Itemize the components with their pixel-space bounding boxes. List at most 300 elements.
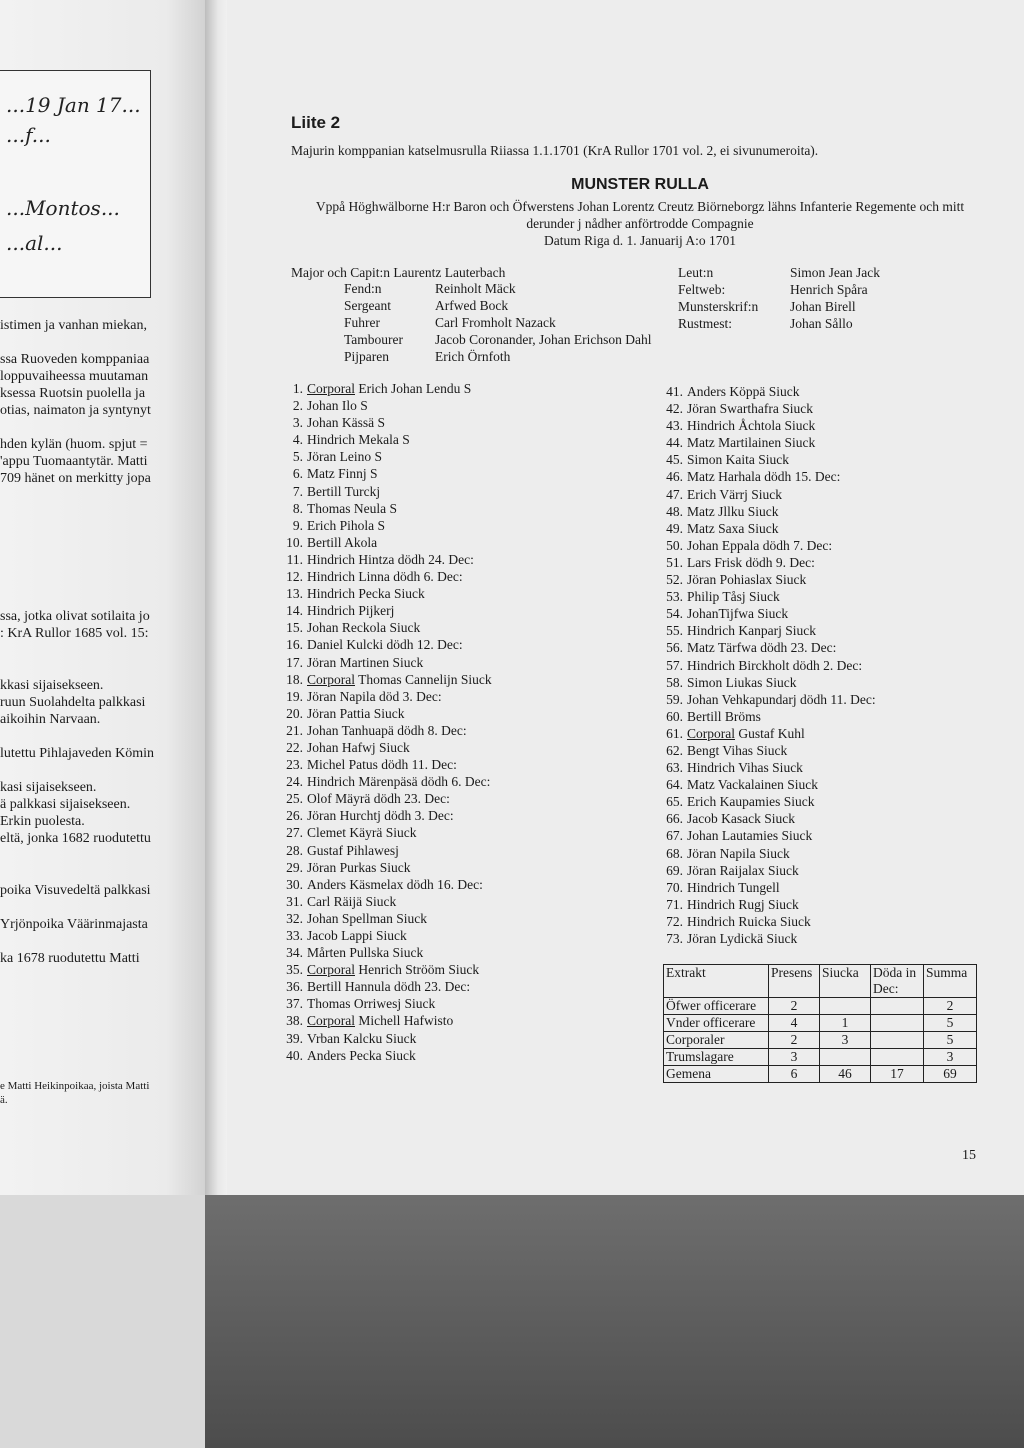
soldier-name: Hindrich Linna dödh 6. Dec: bbox=[307, 569, 463, 585]
soldier-name: Mårten Pullska Siuck bbox=[307, 945, 424, 961]
extrakt-cell bbox=[820, 1049, 871, 1066]
soldier-number: 2. bbox=[292, 398, 303, 414]
soldier-row bbox=[279, 757, 492, 774]
soldier-name: Matz Finnj S bbox=[307, 466, 378, 482]
soldier-name: Matz Tärfwa dödh 23. Dec: bbox=[687, 640, 837, 656]
soldier-number: 5. bbox=[292, 449, 303, 465]
soldier-rank: Corporal bbox=[687, 725, 735, 741]
soldier-number: 28. bbox=[286, 842, 303, 858]
soldier-row bbox=[663, 504, 876, 521]
soldier-row bbox=[663, 794, 876, 811]
soldier-name: Anders Käsmelax dödh 16. Dec: bbox=[307, 876, 483, 892]
soldier-row bbox=[279, 979, 492, 996]
soldier-row bbox=[279, 689, 492, 706]
soldier-number: 13. bbox=[286, 586, 303, 602]
soldier-number: 22. bbox=[286, 739, 303, 755]
soldier-name: Jacob Kasack Siuck bbox=[687, 811, 795, 827]
soldier-number: 26. bbox=[286, 808, 303, 824]
soldier-name: Johan Lautamies Siuck bbox=[687, 828, 813, 844]
soldier-number: 17. bbox=[286, 654, 303, 670]
soldier-rank: Corporal bbox=[307, 1013, 355, 1029]
handwriting-photo bbox=[0, 70, 151, 298]
soldier-number: 51. bbox=[666, 554, 683, 570]
soldier-name: Jöran Hurchtj dödh 3. Dec: bbox=[307, 808, 454, 824]
left-page-line: 709 hänet on merkitty jopa bbox=[0, 471, 151, 486]
extrakt-cell: 69 bbox=[924, 1066, 977, 1083]
left-footnote: e Matti Heikinpoikaa, joista Matti bbox=[0, 1080, 150, 1092]
page-number: 15 bbox=[962, 1148, 976, 1163]
soldier-row bbox=[279, 381, 492, 398]
soldier-number: 43. bbox=[666, 418, 683, 434]
soldier-row bbox=[279, 655, 492, 672]
soldier-name: Hindrich Ruicka Siuck bbox=[687, 913, 811, 929]
soldier-name: Johan Hafwj Siuck bbox=[307, 739, 410, 755]
soldier-number: 44. bbox=[666, 435, 683, 451]
soldier-name: Bertill Bröms bbox=[687, 708, 761, 724]
soldier-name: Johan Vehkapundarj dödh 11. Dec: bbox=[687, 691, 876, 707]
left-page-line: ssa Ruoveden komppaniaa bbox=[0, 352, 150, 367]
soldier-row bbox=[279, 723, 492, 740]
soldier-row bbox=[279, 449, 492, 466]
left-page-line: loppuvaiheessa muutaman bbox=[0, 369, 149, 384]
extrakt-header-cell: Extrakt bbox=[664, 965, 769, 998]
soldier-row bbox=[663, 572, 876, 589]
soldier-name: Michel Patus dödh 11. Dec: bbox=[307, 757, 457, 773]
extrakt-cell: 5 bbox=[924, 1015, 977, 1032]
soldier-number: 23. bbox=[286, 757, 303, 773]
left-page-line: hden kylän (huom. spjut = bbox=[0, 437, 148, 452]
soldier-row bbox=[663, 777, 876, 794]
soldier-row bbox=[279, 603, 492, 620]
soldier-number: 30. bbox=[286, 876, 303, 892]
soldier-name: Hindrich Mekala S bbox=[307, 432, 410, 448]
left-page-line: : KrA Rullor 1685 vol. 15: bbox=[0, 626, 149, 641]
soldier-number: 72. bbox=[666, 913, 683, 929]
soldier-number: 37. bbox=[286, 996, 303, 1012]
soldier-name: Erich Johan Lendu S bbox=[355, 381, 472, 396]
soldier-row bbox=[663, 675, 876, 692]
soldier-row bbox=[663, 897, 876, 914]
left-page-line: ruun Suolahdelta palkkasi bbox=[0, 695, 146, 710]
roll-title: MUNSTER RULLA bbox=[571, 176, 709, 193]
left-page-line: 'appu Tuomaantytär. Matti bbox=[0, 454, 148, 469]
soldier-name: Johan Spellman Siuck bbox=[307, 910, 427, 926]
soldier-row bbox=[663, 606, 876, 623]
soldier-row bbox=[663, 401, 876, 418]
soldier-row bbox=[663, 811, 876, 828]
soldier-name: Jöran Napila Siuck bbox=[687, 845, 790, 861]
extrakt-cell: 2 bbox=[769, 1032, 820, 1049]
soldier-row bbox=[663, 692, 876, 709]
extrakt-header-row bbox=[664, 965, 977, 998]
soldier-name: Thomas Orriwesj Siuck bbox=[307, 996, 436, 1012]
soldier-row bbox=[279, 1031, 492, 1048]
extrakt-cell: 5 bbox=[924, 1032, 977, 1049]
soldier-number: 59. bbox=[666, 691, 683, 707]
officer-rank: Feltweb: bbox=[678, 282, 726, 297]
soldier-name: Johan Kässä S bbox=[307, 415, 385, 431]
soldier-row bbox=[663, 469, 876, 486]
soldier-name: Anders Köppä Siuck bbox=[687, 384, 800, 399]
soldier-row bbox=[279, 1013, 492, 1030]
officer-name: Jacob Coronander, Johan Erichson Dahl bbox=[435, 332, 652, 347]
soldier-rank: Corporal bbox=[307, 671, 355, 687]
soldier-number: 10. bbox=[286, 534, 303, 550]
soldier-row bbox=[279, 774, 492, 791]
soldier-name: Johan Tanhuapä dödh 8. Dec: bbox=[307, 722, 467, 738]
soldier-row bbox=[663, 743, 876, 760]
soldier-number: 20. bbox=[286, 705, 303, 721]
soldier-name: Matz Martilainen Siuck bbox=[687, 435, 816, 451]
soldier-list-right bbox=[663, 384, 876, 948]
soldier-row bbox=[663, 640, 876, 657]
soldier-row bbox=[279, 1048, 492, 1065]
soldier-number: 34. bbox=[286, 945, 303, 961]
soldier-name: Hindrich Pijkerj bbox=[307, 603, 395, 619]
soldier-row bbox=[279, 569, 492, 586]
soldier-number: 63. bbox=[666, 760, 683, 776]
soldier-number: 15. bbox=[286, 620, 303, 636]
soldier-name: Matz Vackalainen Siuck bbox=[687, 777, 818, 793]
soldier-row bbox=[279, 877, 492, 894]
soldier-name: Matz Harhala dödh 15. Dec: bbox=[687, 469, 841, 485]
soldier-row bbox=[279, 637, 492, 654]
soldier-row bbox=[279, 706, 492, 723]
left-page-line: ksessa Ruotsin puolella ja bbox=[0, 386, 146, 401]
soldier-number: 46. bbox=[666, 469, 683, 485]
soldier-row bbox=[663, 658, 876, 675]
soldier-number: 50. bbox=[666, 537, 683, 553]
soldier-name: Jöran Pattia Siuck bbox=[307, 705, 405, 721]
soldier-name: Hindrich Tungell bbox=[687, 879, 780, 895]
soldier-row bbox=[279, 586, 492, 603]
extrakt-row bbox=[664, 998, 977, 1015]
extrakt-cell: 17 bbox=[871, 1066, 924, 1083]
soldier-number: 1. bbox=[292, 381, 303, 396]
soldier-row bbox=[279, 843, 492, 860]
soldier-name: Hindrich Rugj Siuck bbox=[687, 896, 799, 912]
soldier-name: Erich Pihola S bbox=[307, 517, 385, 533]
soldier-number: 45. bbox=[666, 452, 683, 468]
soldier-row bbox=[279, 791, 492, 808]
soldier-name: Matz Saxa Siuck bbox=[687, 520, 779, 536]
soldier-row bbox=[279, 808, 492, 825]
soldier-number: 25. bbox=[286, 791, 303, 807]
extrakt-cell: Corporaler bbox=[664, 1032, 769, 1049]
left-page-line: eltä, jonka 1682 ruodutettu bbox=[0, 831, 151, 846]
soldier-name: Bertill Hannula dödh 23. Dec: bbox=[307, 979, 471, 995]
soldier-name: Thomas Neula S bbox=[307, 500, 397, 516]
officer-rank: Rustmest: bbox=[678, 316, 733, 331]
soldier-number: 35. bbox=[286, 962, 303, 978]
soldier-name: Jöran Lydickä Siuck bbox=[687, 931, 798, 946]
soldier-number: 68. bbox=[666, 845, 683, 861]
extrakt-cell bbox=[820, 998, 871, 1015]
soldier-name: Jöran Napila död 3. Dec: bbox=[307, 688, 442, 704]
soldier-name: Bengt Vihas Siuck bbox=[687, 742, 788, 758]
soldier-number: 48. bbox=[666, 503, 683, 519]
soldier-row bbox=[279, 911, 492, 928]
extrakt-row bbox=[664, 1015, 977, 1032]
left-page-line: ka 1678 ruodutettu Matti bbox=[0, 951, 140, 966]
extrakt-row bbox=[664, 1032, 977, 1049]
soldier-name: Hindrich Kanparj Siuck bbox=[687, 623, 816, 639]
soldier-name: Erich Värrj Siuck bbox=[687, 486, 782, 502]
soldier-rank: Corporal bbox=[307, 962, 355, 978]
soldier-row bbox=[279, 552, 492, 569]
soldier-row bbox=[663, 914, 876, 931]
soldier-number: 38. bbox=[286, 1013, 303, 1029]
soldier-name: Bertill Akola bbox=[307, 534, 378, 550]
soldier-row bbox=[279, 484, 492, 501]
soldier-number: 73. bbox=[666, 931, 683, 946]
soldier-number: 55. bbox=[666, 623, 683, 639]
soldier-name: Anders Pecka Siuck bbox=[307, 1047, 416, 1063]
extrakt-cell bbox=[871, 998, 924, 1015]
soldier-name: Philip Tåsj Siuck bbox=[687, 589, 780, 605]
handwriting-line: ...19 Jan 17... bbox=[6, 93, 141, 117]
soldier-name: Hindrich Pecka Siuck bbox=[307, 586, 425, 602]
soldier-number: 32. bbox=[286, 910, 303, 926]
officer-rank: Fend:n bbox=[344, 281, 382, 296]
soldier-number: 3. bbox=[292, 415, 303, 431]
extrakt-row bbox=[664, 1049, 977, 1066]
officer-rank: Leut:n bbox=[678, 265, 714, 280]
handwriting-line: ...al... bbox=[6, 231, 63, 255]
soldier-number: 60. bbox=[666, 708, 683, 724]
soldier-number: 56. bbox=[666, 640, 683, 656]
soldier-row bbox=[663, 452, 876, 469]
left-page-line: kasi sijaisekseen. bbox=[0, 780, 97, 795]
extrakt-cell: 4 bbox=[769, 1015, 820, 1032]
soldier-number: 42. bbox=[666, 401, 683, 417]
soldier-name: Hindrich Märenpäsä dödh 6. Dec: bbox=[307, 774, 491, 790]
soldier-row bbox=[279, 825, 492, 842]
extrakt-cell: 3 bbox=[820, 1032, 871, 1049]
soldier-row bbox=[663, 863, 876, 880]
soldier-name: Jöran Raijalax Siuck bbox=[687, 862, 799, 878]
soldier-number: 14. bbox=[286, 603, 303, 619]
officer-rank: Fuhrer bbox=[344, 315, 380, 330]
soldier-number: 24. bbox=[286, 774, 303, 790]
soldier-row bbox=[279, 740, 492, 757]
left-page-line: ä palkkasi sijaisekseen. bbox=[0, 797, 131, 812]
soldier-number: 21. bbox=[286, 722, 303, 738]
officer-name: Carl Fromholt Nazack bbox=[435, 315, 556, 330]
soldier-number: 61. bbox=[666, 725, 683, 741]
soldier-number: 57. bbox=[666, 657, 683, 673]
soldier-name: Jöran Pohiaslax Siuck bbox=[687, 572, 807, 588]
extrakt-cell: 2 bbox=[769, 998, 820, 1015]
soldier-name: Erich Kaupamies Siuck bbox=[687, 794, 815, 810]
soldier-number: 58. bbox=[666, 674, 683, 690]
soldier-row bbox=[279, 432, 492, 449]
extrakt-cell bbox=[871, 1015, 924, 1032]
soldier-row bbox=[663, 760, 876, 777]
soldier-name: Jöran Swarthafra Siuck bbox=[687, 401, 813, 417]
left-page bbox=[0, 0, 208, 1195]
soldier-number: 31. bbox=[286, 893, 303, 909]
soldier-row bbox=[663, 623, 876, 640]
soldier-row bbox=[663, 726, 876, 743]
left-page-line: istimen ja vanhan miekan, bbox=[0, 318, 147, 333]
soldier-row bbox=[663, 555, 876, 572]
appendix-heading: Liite 2 bbox=[291, 113, 341, 132]
soldier-name: Hindrich Hintza dödh 24. Dec: bbox=[307, 551, 474, 567]
soldier-name: Clemet Käyrä Siuck bbox=[307, 825, 417, 841]
soldier-row bbox=[279, 860, 492, 877]
soldier-name: Gustaf Kuhl bbox=[735, 725, 805, 741]
left-page-line: kkasi sijaisekseen. bbox=[0, 678, 104, 693]
soldier-name: JohanTijfwa Siuck bbox=[687, 606, 789, 622]
officer-name: Johan Sållo bbox=[790, 316, 853, 331]
soldier-name: Thomas Cannelijn Siuck bbox=[355, 671, 492, 687]
handwriting-line: ...Montos... bbox=[6, 196, 120, 220]
soldier-number: 52. bbox=[666, 572, 683, 588]
intro-line: Datum Riga d. 1. Januarij A:o 1701 bbox=[544, 233, 736, 248]
soldier-name: Simon Liukas Siuck bbox=[687, 674, 797, 690]
soldier-name: Jöran Leino S bbox=[307, 449, 382, 465]
soldier-number: 70. bbox=[666, 879, 683, 895]
soldier-row bbox=[279, 620, 492, 637]
soldier-number: 18. bbox=[286, 671, 303, 687]
extrakt-cell: 2 bbox=[924, 998, 977, 1015]
officer-name: Johan Birell bbox=[790, 299, 856, 314]
left-page-line: ssa, jotka olivat sotilaita jo bbox=[0, 609, 150, 624]
left-page-line: aikoihin Narvaan. bbox=[0, 712, 101, 727]
soldier-row bbox=[279, 398, 492, 415]
soldier-row bbox=[663, 384, 876, 401]
extrakt-cell: 6 bbox=[769, 1066, 820, 1083]
soldier-list-left bbox=[279, 381, 492, 1065]
soldier-number: 11. bbox=[286, 551, 303, 567]
soldier-number: 41. bbox=[666, 384, 683, 399]
soldier-row bbox=[279, 518, 492, 535]
intro-line: Vppå Höghwälborne H:r Baron och Öfwerstens Johan Lorentz Creutz Biörneborgz lähns Infanterie Regemente och mitt bbox=[315, 199, 965, 214]
soldier-row bbox=[279, 996, 492, 1013]
extrakt-row bbox=[664, 1066, 977, 1083]
extrakt-table bbox=[663, 964, 977, 1083]
handwriting-line: ...f... bbox=[6, 123, 51, 147]
soldier-row bbox=[663, 846, 876, 863]
soldier-row bbox=[279, 928, 492, 945]
scanner-edge bbox=[0, 1195, 205, 1448]
soldier-row bbox=[663, 828, 876, 845]
officer-rank: Sergeant bbox=[344, 298, 391, 313]
left-page-line: poika Visuvedeltä palkkasi bbox=[0, 883, 151, 898]
soldier-name: Gustaf Pihlawesj bbox=[307, 842, 399, 858]
book-fold bbox=[205, 0, 227, 1195]
extrakt-cell: 3 bbox=[924, 1049, 977, 1066]
soldier-number: 62. bbox=[666, 742, 683, 758]
soldier-name: Carl Räijä Siuck bbox=[307, 893, 397, 909]
soldier-number: 8. bbox=[292, 500, 303, 516]
extrakt-header-cell: Döda in Dec: bbox=[871, 965, 924, 998]
soldier-number: 65. bbox=[666, 794, 683, 810]
left-page-line: Erkin puolesta. bbox=[0, 814, 85, 829]
appendix-subheading: Majurin komppanian katselmusrulla Riiassa 1.1.1701 (KrA Rullor 1701 vol. 2, ei sivunumeroita). bbox=[291, 143, 819, 158]
soldier-number: 7. bbox=[292, 483, 303, 499]
extrakt-cell bbox=[871, 1049, 924, 1066]
soldier-row bbox=[663, 435, 876, 452]
soldier-name: Hindrich Birckholt dödh 2. Dec: bbox=[687, 657, 863, 673]
extrakt-header-cell: Siucka bbox=[820, 965, 871, 998]
extrakt-cell: 1 bbox=[820, 1015, 871, 1032]
soldier-name: Vrban Kalcku Siuck bbox=[307, 1030, 417, 1046]
soldier-row bbox=[279, 535, 492, 552]
soldier-row bbox=[279, 945, 492, 962]
extrakt-cell: Trumslagare bbox=[664, 1049, 769, 1066]
extrakt-cell bbox=[871, 1032, 924, 1049]
soldier-name: Matz Jllku Siuck bbox=[687, 503, 779, 519]
soldier-name: Johan Eppala dödh 7. Dec: bbox=[687, 537, 833, 553]
left-footnote: ä. bbox=[0, 1094, 8, 1106]
officer-name: Henrich Spåra bbox=[790, 282, 868, 297]
soldier-name: Daniel Kulcki dödh 12. Dec: bbox=[307, 637, 463, 653]
officer-rank: Pijparen bbox=[344, 349, 389, 364]
officer-rank: Tambourer bbox=[344, 332, 404, 347]
soldier-row bbox=[663, 521, 876, 538]
officer-name: Arfwed Bock bbox=[435, 298, 509, 313]
extrakt-cell: 46 bbox=[820, 1066, 871, 1083]
soldier-number: 9. bbox=[292, 517, 303, 533]
soldier-row bbox=[663, 589, 876, 606]
soldier-name: Hindrich Vihas Siuck bbox=[687, 760, 803, 776]
left-page-line: otias, naimaton ja syntynyt bbox=[0, 403, 151, 418]
soldier-number: 36. bbox=[286, 979, 303, 995]
soldier-row bbox=[279, 466, 492, 483]
soldier-row bbox=[663, 538, 876, 555]
soldier-number: 40. bbox=[286, 1047, 303, 1063]
soldier-number: 33. bbox=[286, 928, 303, 943]
soldier-number: 12. bbox=[286, 569, 303, 585]
soldier-row bbox=[663, 709, 876, 726]
soldier-number: 16. bbox=[286, 637, 303, 653]
soldier-number: 54. bbox=[666, 606, 683, 622]
soldier-number: 71. bbox=[666, 896, 683, 912]
soldier-number: 64. bbox=[666, 777, 683, 793]
soldier-number: 39. bbox=[286, 1030, 303, 1046]
soldier-name: Bertill Turckj bbox=[307, 483, 381, 499]
officer-rank: Major och Capit:n Laurentz Lauterbach bbox=[291, 265, 506, 280]
officer-name: Simon Jean Jack bbox=[790, 265, 880, 280]
officer-name: Erich Örnfoth bbox=[435, 349, 511, 364]
soldier-name: Jacob Lappi Siuck bbox=[307, 928, 407, 943]
soldier-name: Simon Kaita Siuck bbox=[687, 452, 789, 468]
soldier-name: Michell Hafwisto bbox=[355, 1013, 454, 1029]
soldier-number: 47. bbox=[666, 486, 683, 502]
soldier-name: Olof Mäyrä dödh 23. Dec: bbox=[307, 791, 450, 807]
left-page-line: lutettu Pihlajaveden Kömin bbox=[0, 746, 154, 761]
left-page-line: Yrjönpoika Väärinmajasta bbox=[0, 917, 148, 932]
soldier-number: 27. bbox=[286, 825, 303, 841]
soldier-number: 67. bbox=[666, 828, 683, 844]
soldier-row bbox=[663, 418, 876, 435]
soldier-number: 49. bbox=[666, 520, 683, 536]
extrakt-header-cell: Presens bbox=[769, 965, 820, 998]
soldier-number: 19. bbox=[286, 688, 303, 704]
soldier-name: Hindrich Åchtola Siuck bbox=[687, 418, 816, 434]
soldier-row bbox=[279, 415, 492, 432]
intro-line: derunder j nådher anförtrodde Compagnie bbox=[526, 216, 754, 231]
soldier-row bbox=[279, 962, 492, 979]
soldier-number: 66. bbox=[666, 811, 683, 827]
soldier-row bbox=[279, 501, 492, 518]
extrakt-cell: 3 bbox=[769, 1049, 820, 1066]
soldier-name: Lars Frisk dödh 9. Dec: bbox=[687, 554, 815, 570]
officer-rank: Munsterskrif:n bbox=[678, 299, 759, 314]
soldier-number: 29. bbox=[286, 859, 303, 875]
